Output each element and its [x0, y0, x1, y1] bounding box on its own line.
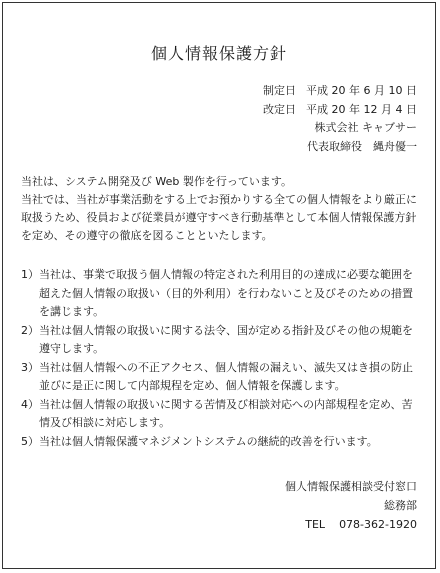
tel-number: 078-362-1920 — [339, 518, 417, 531]
policy-item — [21, 396, 421, 433]
contact-phone — [217, 515, 417, 534]
intro-section — [21, 173, 421, 245]
policy-number: 2） — [21, 323, 39, 337]
contact-window: 個人情報保護相談受付窓口 — [285, 480, 417, 493]
policy-text: 当社は個人情報への不正アクセス、個人情報の漏えい、滅失又はき損の防止並びに是正に関して内部規程を定め、個人情報を保護します。 — [39, 360, 413, 392]
established-label: 制定日 — [263, 84, 297, 97]
policy-item — [21, 433, 421, 452]
policy-text: 当社は、事業で取扱う個人情報の特定された利用目的の達成に必要な範囲を超えた個人情報の取扱い（目的外利用）を行わないこと及びそのための措置を講じます。 — [39, 268, 413, 318]
policy-list — [21, 266, 421, 451]
policy-text: 当社は個人情報の取扱いに関する法令、国が定める指針及びその他の規範を遵守します。 — [39, 323, 413, 355]
tel-label: TEL — [305, 518, 326, 531]
company-name: 株式会社 キャブサー — [314, 121, 417, 134]
policy-item — [21, 322, 421, 359]
revised-date: 平成 20 年 12 月 4 日 — [306, 102, 417, 116]
intro-paragraph: 当社では、当社が事業活動をする上でお預かりする全ての個人情報をより厳正に取扱うため、役員および従業員が遵守すべき行動基準として本個人情報保護方針を定め、その遵守の徹底を図ることといたします。 — [21, 193, 417, 242]
policy-number: 1） — [21, 268, 39, 281]
established-date-line — [217, 82, 417, 101]
document-title: 個人情報保護方針 — [150, 44, 287, 63]
established-date: 平成 20 年 6 月 10 日 — [306, 84, 417, 97]
document-page — [2, 2, 436, 569]
intro-paragraph: 当社は、システム開発及び Web 製作を行っています。 — [21, 175, 292, 188]
policy-item — [21, 266, 421, 322]
policy-text: 当社は個人情報の取扱いに関する苦情及び相談対応への内部規程を定め、苦情及び相談に対応します。 — [39, 397, 413, 429]
policy-text: 当社は個人情報保護マネジメントシステムの継続的改善を行います。 — [39, 434, 378, 448]
policy-number: 3） — [21, 360, 39, 374]
policy-number: 4） — [21, 397, 39, 411]
document-meta — [217, 82, 417, 156]
policy-item — [21, 359, 421, 396]
contact-department: 総務部 — [384, 499, 417, 512]
contact-section — [217, 477, 417, 534]
revised-date-line — [217, 101, 417, 120]
revised-label: 改定日 — [263, 102, 297, 116]
policy-number: 5） — [21, 434, 39, 448]
representative-name: 代表取締役 縄舟優一 — [307, 139, 417, 153]
